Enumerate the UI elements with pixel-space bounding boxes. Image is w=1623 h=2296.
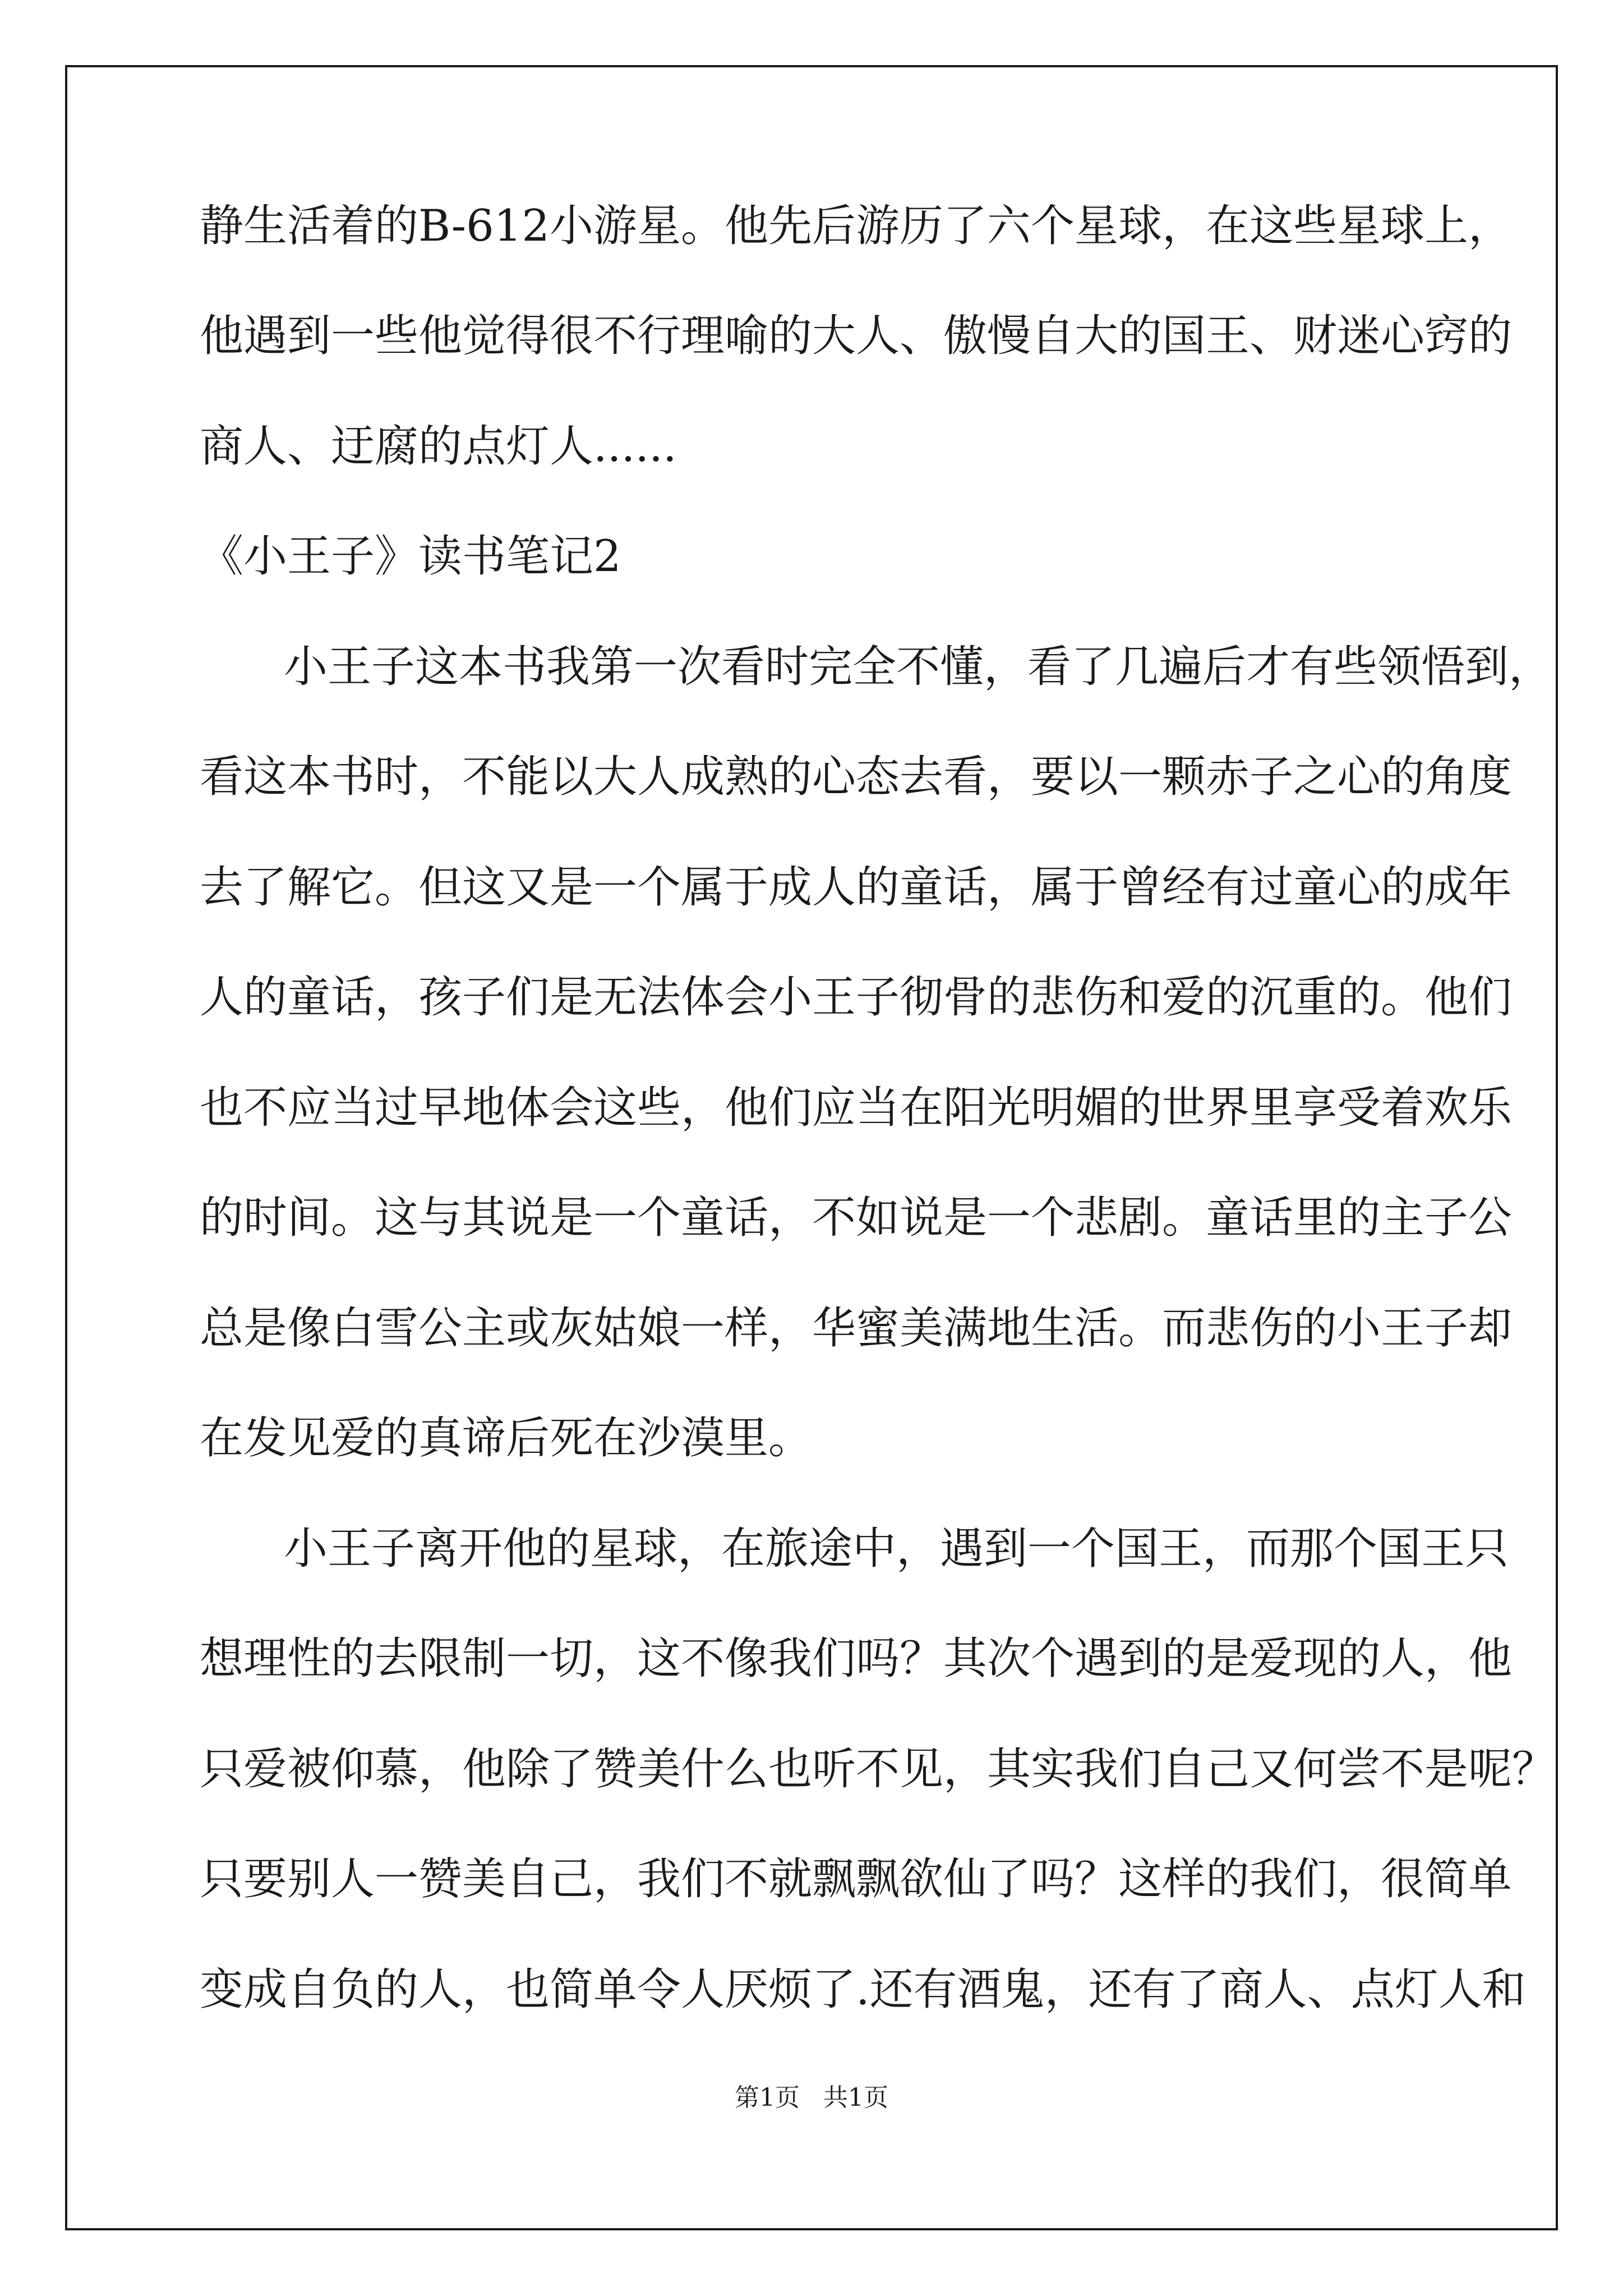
text-line: 只爱被仰慕，他除了赞美什么也听不见，其实我们自己又何尝不是呢？ [200, 1744, 1556, 1795]
paragraph-first-line: 小王子这本书我第一次看时完全不懂，看了几遍后才有些领悟到， [284, 642, 1553, 692]
text-line: 也不应当过早地体会这些，他们应当在阳光明媚的世界里享受着欢乐 [200, 1083, 1513, 1133]
text-line: 想理性的去限制一切，这不像我们吗？其次个遇到的是爱现的人，他 [200, 1634, 1513, 1684]
text-line: 去了解它。但这又是一个属于成人的童话，属于曾经有过童心的成年 [200, 862, 1513, 913]
section-heading: 《小王子》读书笔记2 [200, 531, 621, 582]
text-line: 商人、迂腐的点灯人...... [200, 421, 677, 472]
text-line: 人的童话，孩子们是无法体会小王子彻骨的悲伤和爱的沉重的。他们 [200, 972, 1513, 1023]
text-line: 在发见爱的真谛后死在沙漠里。 [200, 1413, 813, 1464]
text-line: 变成自负的人，也简单令人厌烦了.还有酒鬼，还有了商人、点灯人和 [200, 1964, 1526, 2015]
text-line: 只要别人一赞美自己，我们不就飘飘欲仙了吗？这样的我们，很简单 [200, 1854, 1513, 1904]
text-line: 静生活着的B-612小游星。他先后游历了六个星球，在这些星球上， [200, 201, 1513, 251]
text-line: 看这本书时，不能以大人成熟的心态去看，要以一颗赤子之心的角度 [200, 752, 1513, 802]
paragraph-first-line: 小王子离开他的星球，在旅途中，遇到一个国王，而那个国王只 [284, 1524, 1509, 1574]
text-line: 他遇到一些他觉得很不行理喻的大人、傲慢自大的国王、财迷心窍的 [200, 311, 1513, 361]
page-footer: 第1页 共1页 [735, 2083, 888, 2112]
text-line: 的时间。这与其说是一个童话，不如说是一个悲剧。童话里的主子公 [200, 1193, 1513, 1243]
text-line: 总是像白雪公主或灰姑娘一样，华蜜美满地生活。而悲伤的小王子却 [200, 1303, 1513, 1354]
